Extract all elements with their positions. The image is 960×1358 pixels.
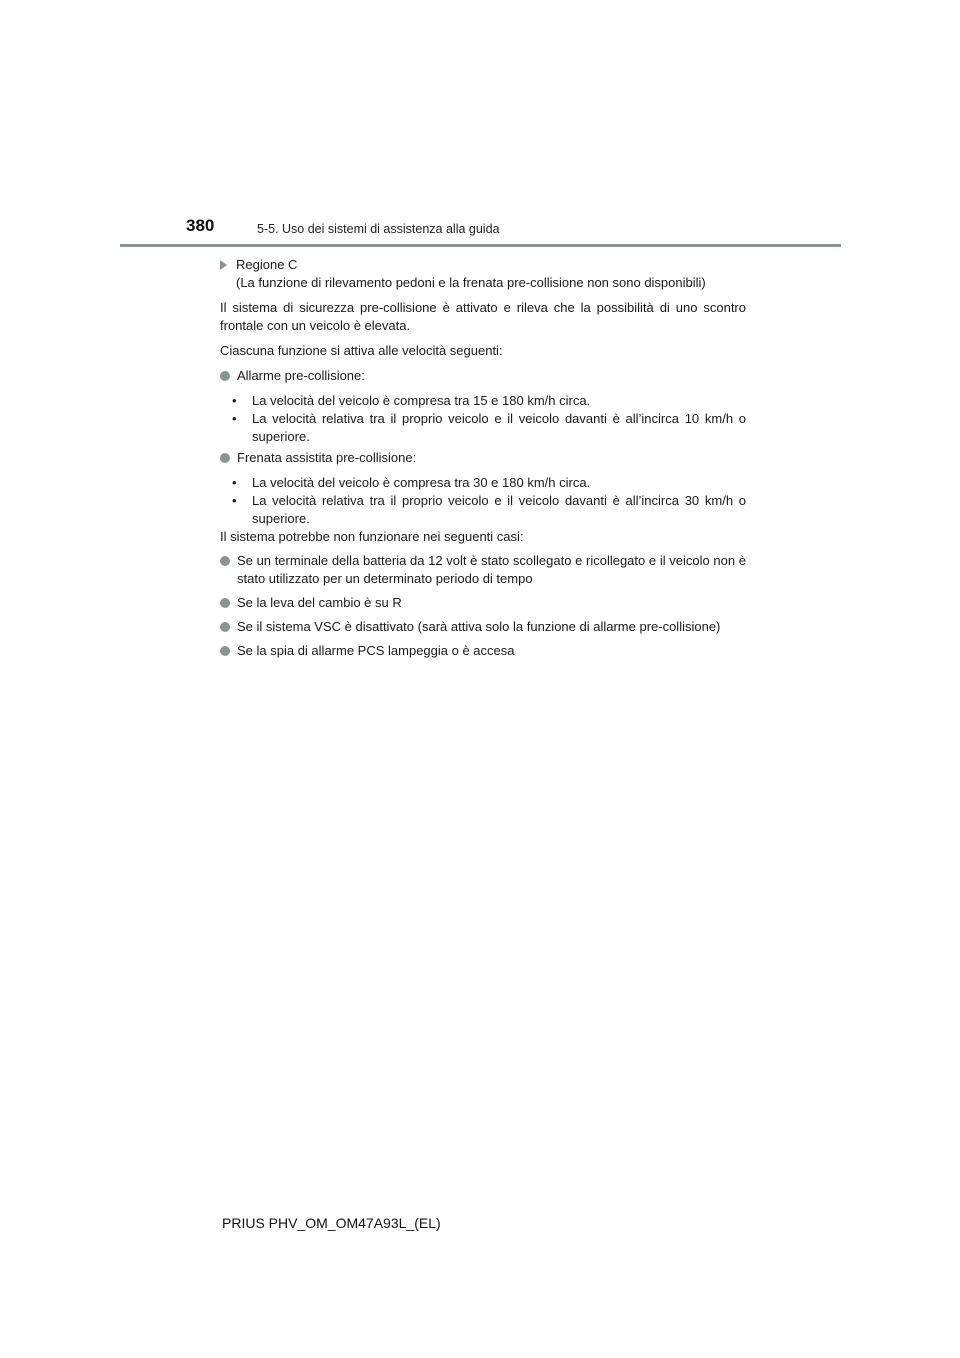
header-rule	[120, 244, 841, 247]
function-name: Allarme pre-collisione:	[237, 368, 365, 383]
sub-bullet: •	[232, 411, 237, 426]
circle-bullet-icon	[220, 622, 230, 632]
circle-bullet-icon	[220, 453, 230, 463]
region-note: (La funzione di rilevamento pedoni e la frenata pre-collisione non sono disponibili)	[236, 275, 706, 290]
condition-item	[232, 410, 746, 446]
condition-list	[220, 474, 746, 528]
case-text: Se un terminale della batteria da 12 volt è stato scollegato e ricollegato e il veicolo non è stato utilizzato per un determinato periodo di tempo	[237, 553, 746, 586]
page-number: 380	[186, 216, 215, 235]
section-title: 5-5. Uso dei sistemi di assistenza alla guida	[257, 222, 500, 236]
sub-bullet: •	[232, 475, 237, 490]
triangle-bullet-icon	[220, 260, 227, 270]
condition-item	[232, 492, 746, 528]
circle-bullet-icon	[220, 646, 230, 656]
function-name: Frenata assistita pre-collisione:	[237, 450, 417, 465]
case-text: Se la leva del cambio è su R	[237, 595, 402, 610]
case-item	[220, 642, 746, 660]
page-content	[220, 256, 746, 660]
condition-text: La velocità relativa tra il proprio veicolo e il veicolo davanti è all’incirca 10 km/h o superiore.	[252, 411, 746, 444]
sub-bullet: •	[232, 493, 237, 508]
condition-text: La velocità del veicolo è compresa tra 15 e 180 km/h circa.	[252, 393, 591, 408]
function-item	[220, 367, 746, 385]
region-title: Regione C	[236, 257, 298, 272]
sub-bullet: •	[232, 393, 237, 408]
circle-bullet-icon	[220, 556, 230, 566]
circle-bullet-icon	[220, 598, 230, 608]
cases-intro: Il sistema potrebbe non funzionare nei seguenti casi:	[220, 529, 524, 544]
case-item	[220, 552, 746, 588]
condition-list	[220, 392, 746, 446]
case-item	[220, 618, 746, 636]
footer-doc-code: PRIUS PHV_OM_OM47A93L_(EL)	[222, 1215, 441, 1231]
condition-item	[232, 392, 746, 410]
condition-text: La velocità del veicolo è compresa tra 30 e 180 km/h circa.	[252, 475, 591, 490]
circle-bullet-icon	[220, 371, 230, 381]
case-item	[220, 594, 746, 612]
function-item	[220, 449, 746, 467]
region-heading	[220, 256, 746, 292]
condition-text: La velocità relativa tra il proprio veicolo e il veicolo davanti è all’incirca 30 km/h o superiore.	[252, 493, 746, 526]
case-text: Se la spia di allarme PCS lampeggia o è accesa	[237, 643, 515, 658]
case-text: Se il sistema VSC è disattivato (sarà attiva solo la funzione di allarme pre-collisione)	[237, 619, 721, 634]
condition-item	[232, 474, 746, 492]
speeds-intro: Ciascuna funzione si attiva alle velocità seguenti:	[220, 343, 503, 358]
intro-paragraph: Il sistema di sicurezza pre-collisione è attivato e rileva che la possibilità di uno scontro frontale con un veicolo è elevata.	[220, 300, 746, 333]
